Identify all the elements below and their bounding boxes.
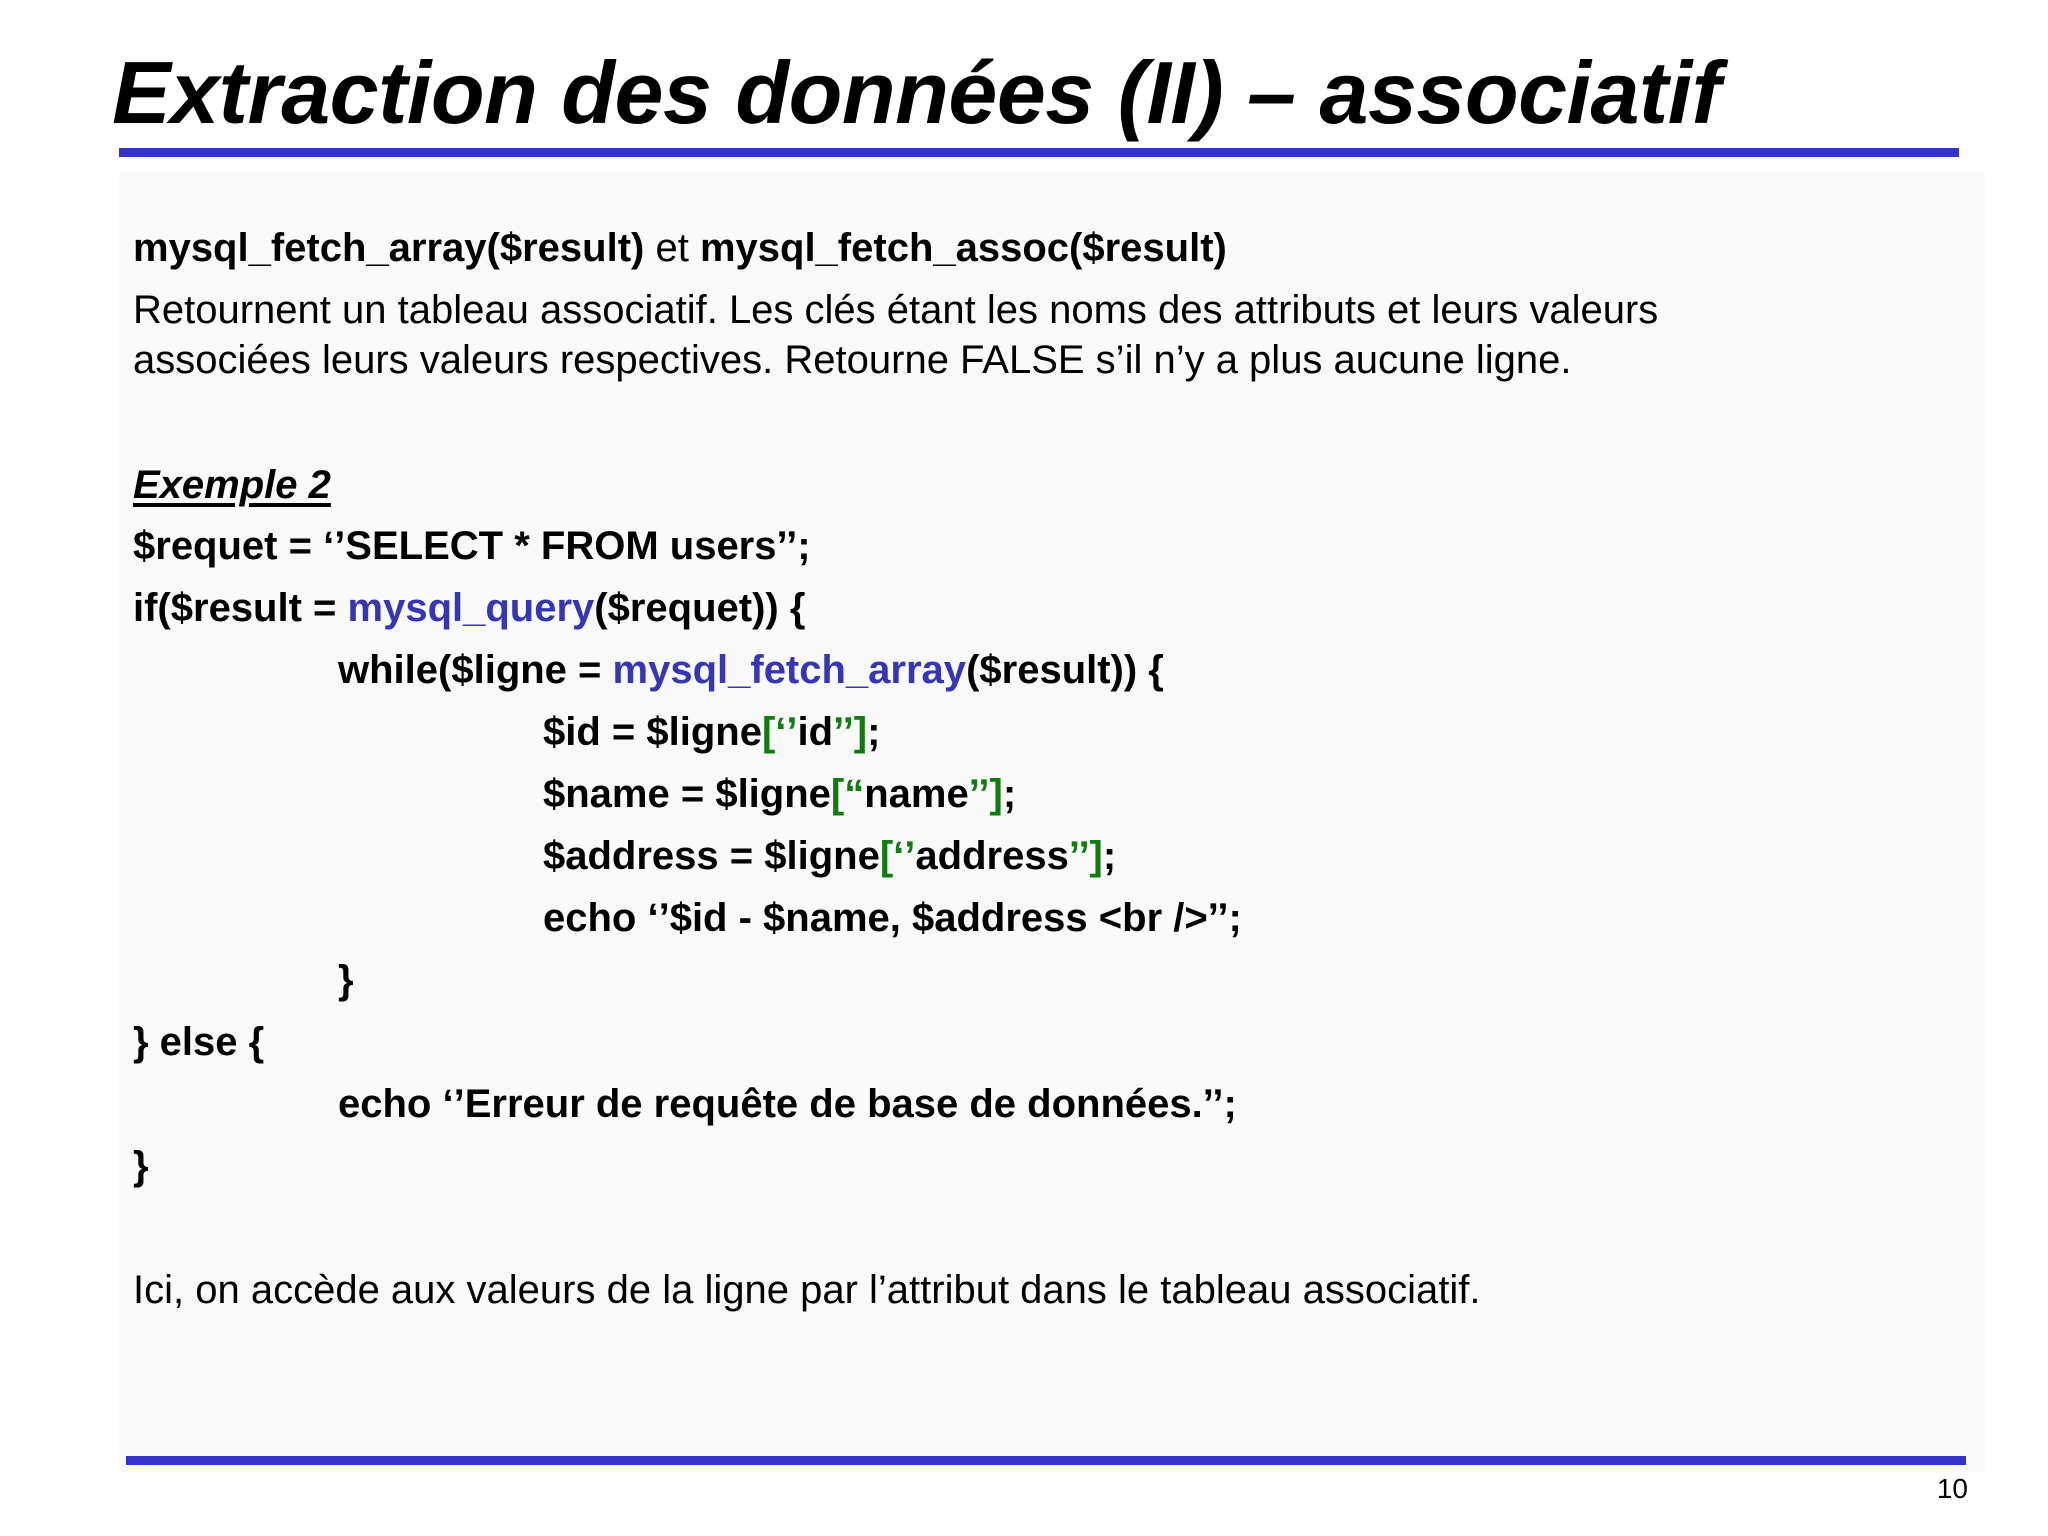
code-line-while xyxy=(338,645,1164,695)
code-name-assign: $name = $ligne xyxy=(543,772,831,816)
code-name-semicolon: ; xyxy=(1002,772,1017,816)
title-underline xyxy=(119,148,1959,157)
code-line-while-close: } xyxy=(338,958,354,1002)
fetch-array-function: mysql_fetch_array($result) xyxy=(133,226,645,270)
code-id-semicolon: ; xyxy=(867,710,881,754)
code-address-bracket-open: [‘’ xyxy=(879,834,916,878)
code-line-if xyxy=(133,583,805,633)
mysql-fetch-array-function: mysql_fetch_array xyxy=(612,648,967,692)
code-name-bracket-open: [“ xyxy=(830,772,865,816)
code-while-end: ($result)) { xyxy=(966,648,1164,692)
code-address-semicolon: ; xyxy=(1102,834,1117,878)
page-number: 10 xyxy=(1936,1473,1968,1504)
code-address-key: address xyxy=(915,834,1069,878)
code-address-bracket-close: ’’] xyxy=(1068,834,1103,878)
slide-title: Extraction des données (II) – associatif xyxy=(112,43,1721,142)
code-line-id xyxy=(543,707,880,757)
description-line-2: associées leurs valeurs respectives. Retourne FALSE s’il n’y a plus aucune ligne. xyxy=(133,338,1572,382)
code-id-key: id xyxy=(797,710,834,754)
mysql-query-function: mysql_query xyxy=(347,586,595,630)
code-line-address xyxy=(543,831,1116,881)
code-id-bracket-open: [‘’ xyxy=(761,710,798,754)
code-name-key: name xyxy=(864,772,969,816)
code-name-bracket-close: ’’] xyxy=(968,772,1003,816)
code-line-query: $requet = ‘’SELECT * FROM users’’; xyxy=(133,524,811,568)
footer-rule xyxy=(126,1456,1966,1465)
code-address-assign: $address = $ligne xyxy=(543,834,880,878)
code-line-name xyxy=(543,769,1016,819)
code-line-echo: echo ‘’$id - $name, $address <br />’’; xyxy=(543,896,1242,940)
description-line-1: Retournent un tableau associatif. Les clés étant les noms des attributs et leurs valeurs xyxy=(133,288,1659,332)
code-line-else: } else { xyxy=(133,1020,265,1064)
example-heading: Exemple 2 xyxy=(133,463,331,507)
code-while-start: while($ligne = xyxy=(338,648,613,692)
code-line-if-close: } xyxy=(133,1144,149,1188)
code-id-assign: $id = $ligne xyxy=(543,710,762,754)
code-if-start: if($result = xyxy=(133,586,348,630)
code-line-echo-error: echo ‘’Erreur de requête de base de données.’’; xyxy=(338,1082,1237,1126)
fetch-assoc-function: mysql_fetch_assoc($result) xyxy=(699,226,1227,270)
function-signature-line xyxy=(133,223,1227,273)
conjunction: et xyxy=(644,226,700,270)
code-if-end: ($requet)) { xyxy=(594,586,806,630)
conclusion-text: Ici, on accède aux valeurs de la ligne par l’attribut dans le tableau associatif. xyxy=(133,1268,1481,1312)
code-id-bracket-close: ’’] xyxy=(833,710,868,754)
